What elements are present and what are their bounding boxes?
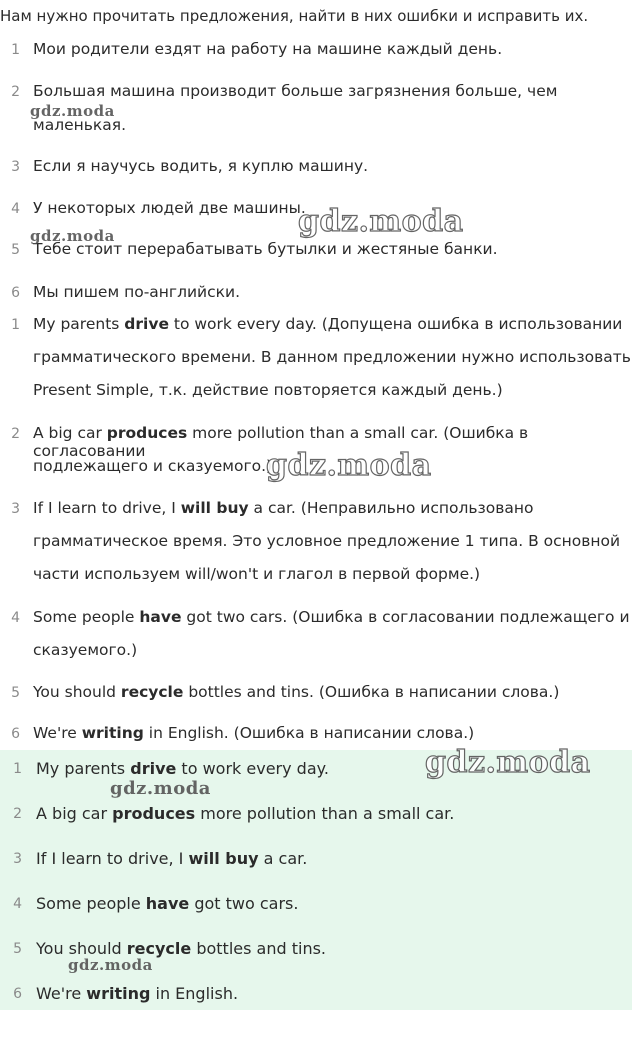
text-part: bottles and tins. (Ошибка в написании слова.) xyxy=(183,683,560,701)
task-intro: Нам нужно прочитать предложения, найти в них ошибки и исправить их. xyxy=(0,7,589,25)
item-number: 2 xyxy=(11,426,20,442)
answer-sentence xyxy=(36,804,454,823)
text-part: to work every day. (Допущена ошибка в использовании xyxy=(168,315,623,333)
text-part: You should xyxy=(33,683,121,701)
item-number: 5 xyxy=(11,242,20,258)
text-part: in English. (Ошибка в написании слова.) xyxy=(143,724,475,742)
item-number: 3 xyxy=(11,501,20,517)
item-number: 1 xyxy=(13,761,22,777)
highlight-word: have xyxy=(145,894,190,913)
text-part: got two cars. (Ошибка в согласовании подлежащего и xyxy=(181,608,630,626)
text-part: If I learn to drive, I xyxy=(36,849,189,868)
ru-item-6 xyxy=(0,283,632,305)
answer-item-3 xyxy=(0,849,632,871)
text-part: bottles and tins. xyxy=(191,939,327,958)
item-number: 3 xyxy=(13,851,22,867)
answer-item-2 xyxy=(0,804,632,826)
explanation-line: части используем will/won't и глагол в первой форме.) xyxy=(33,565,481,583)
explanation-line: Present Simple, т.к. действие повторяется каждый день.) xyxy=(33,381,503,399)
answer-item-4 xyxy=(0,894,632,916)
item-number: 6 xyxy=(13,986,22,1002)
item-number: 2 xyxy=(11,84,20,100)
ru-sentence: Если я научусь водить, я куплю машину. xyxy=(33,157,369,175)
ru-item-1 xyxy=(0,40,632,62)
text-part: A big car xyxy=(33,424,107,442)
highlight-word: produces xyxy=(112,804,196,823)
text-part: a car. (Неправильно использовано xyxy=(248,499,534,517)
text-part: a car. xyxy=(258,849,308,868)
ru-sentence: Тебе стоит перерабатывать бутылки и жестяные банки. xyxy=(33,240,498,258)
explanation-line: сказуемого.) xyxy=(33,641,138,659)
explanation-line: грамматического времени. В данном предложении нужно использовать xyxy=(33,348,631,366)
en-sentence xyxy=(33,499,534,517)
ru-sentence: Большая машина производит больше загрязнения больше, чем xyxy=(33,82,558,100)
text-part: My parents xyxy=(36,759,131,778)
answer-sentence xyxy=(36,894,298,913)
text-part: to work every day. xyxy=(176,759,329,778)
watermark-logo: gdz.moda xyxy=(110,778,211,799)
item-number: 2 xyxy=(13,806,22,822)
text-part: in English. xyxy=(150,984,239,1003)
text-part: We're xyxy=(36,984,87,1003)
text-part: Some people xyxy=(36,894,146,913)
highlight-word: writing xyxy=(86,984,151,1003)
en-item-3 xyxy=(0,499,632,589)
text-part: You should xyxy=(36,939,127,958)
item-number: 5 xyxy=(13,941,22,957)
text-part: My parents xyxy=(33,315,125,333)
item-number: 4 xyxy=(13,896,22,912)
answer-sentence xyxy=(36,984,238,1003)
text-part: Some people xyxy=(33,608,140,626)
highlight-word: writing xyxy=(81,724,144,742)
en-item-5 xyxy=(0,683,632,705)
text-part: more pollution than a small car. xyxy=(195,804,455,823)
watermark-logo: gdz.moda xyxy=(425,745,591,780)
text-part: We're xyxy=(33,724,82,742)
ru-item-3 xyxy=(0,157,632,179)
ru-sentence: У некоторых людей две машины. xyxy=(33,199,306,217)
ru-sentence: Мы пишем по-английски. xyxy=(33,283,241,301)
text-part: more pollution than a small car. (Ошибка в согласовании xyxy=(33,424,529,460)
highlight-word: produces xyxy=(106,424,188,442)
en-sentence xyxy=(33,683,559,701)
answer-sentence xyxy=(36,849,307,868)
text-part: got two cars. xyxy=(189,894,299,913)
en-item-6 xyxy=(0,724,632,746)
highlight-word: will buy xyxy=(188,849,259,868)
watermark-logo: gdz.moda xyxy=(30,102,115,120)
item-number: 4 xyxy=(11,201,20,217)
highlight-word: recycle xyxy=(120,683,184,701)
item-number: 5 xyxy=(11,685,20,701)
text-part: A big car xyxy=(36,804,113,823)
watermark-logo: gdz.moda xyxy=(68,956,153,974)
watermark-logo: gdz.moda xyxy=(298,204,464,239)
explanation-line: подлежащего и сказуемого.) xyxy=(33,457,273,475)
highlight-word: recycle xyxy=(126,939,192,958)
ru-sentence-cont: маленькая. xyxy=(33,116,127,134)
highlight-word: have xyxy=(139,608,182,626)
en-item-4 xyxy=(0,608,632,664)
item-number: 1 xyxy=(11,317,20,333)
item-number: 4 xyxy=(11,610,20,626)
highlight-word: drive xyxy=(124,315,169,333)
highlight-word: drive xyxy=(130,759,177,778)
answer-item-6 xyxy=(0,984,632,1006)
item-number: 6 xyxy=(11,726,20,742)
watermark-logo: gdz.moda xyxy=(266,448,432,483)
highlight-word: will buy xyxy=(180,499,249,517)
en-sentence xyxy=(33,315,622,333)
en-sentence xyxy=(33,608,630,626)
en-item-1 xyxy=(0,315,632,405)
item-number: 6 xyxy=(11,285,20,301)
item-number: 1 xyxy=(11,42,20,58)
item-number: 3 xyxy=(11,159,20,175)
en-sentence xyxy=(33,724,474,742)
ru-sentence: Мои родители ездят на работу на машине каждый день. xyxy=(33,40,503,58)
explanation-line: грамматическое время. Это условное предложение 1 типа. В основной xyxy=(33,532,621,550)
watermark-logo: gdz.moda xyxy=(30,227,115,245)
text-part: If I learn to drive, I xyxy=(33,499,181,517)
answer-sentence xyxy=(36,759,329,778)
